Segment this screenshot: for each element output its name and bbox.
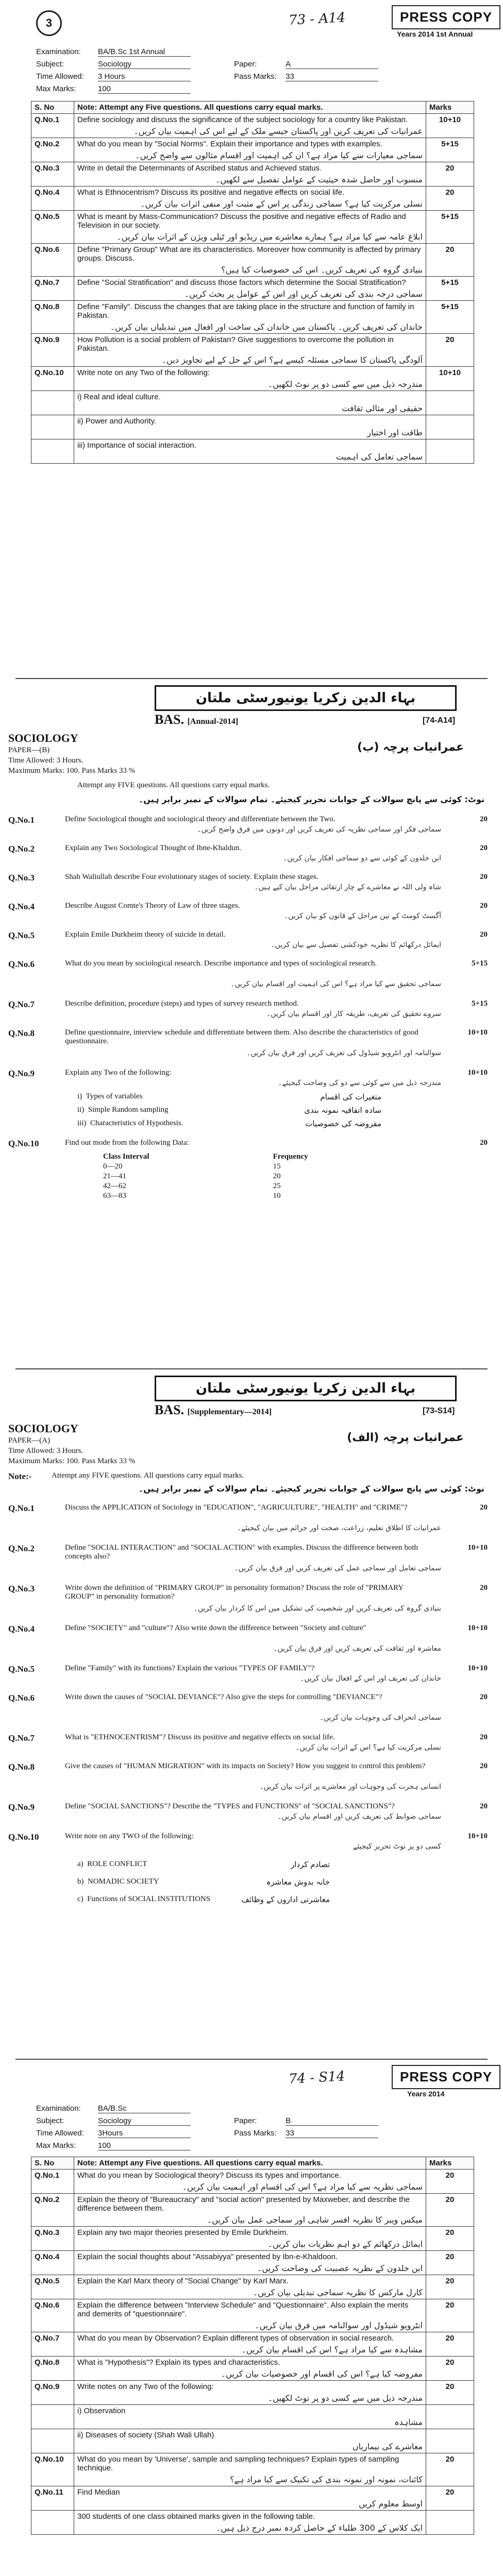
- university-banner: بہاء الدین زکریا یونیورسٹی ملتان: [155, 1376, 457, 1401]
- time-meta-row: Time Allowed: 3 Hours Pass Marks: 33: [36, 72, 378, 81]
- question-item: Q.No.5 Define "Family" with its functions? Explain the various "TYPES OF FAMILY"? 10+10 خاندان کی تعریف اور اس کے افعال بیان کریں۔: [8, 1664, 488, 1683]
- bas-title: BAS. [Annual-2014]: [155, 712, 239, 727]
- question-item: Q.No.5 Explain Emile Durkheim theory of suicide in detail. 20 ایمائل درکھائم کا نظریہ خودکشی تفصیل سے بیان کریں۔: [8, 930, 488, 949]
- note-urdu: نوٹ: کوئی سے پانچ سوالات کے جوابات تحریر کیجیئے۔ تمام سوالات کے نمبر برابر ہیں۔: [138, 1484, 484, 1494]
- question-item: Q.No.3 Write down the definition of "PRIMARY GROUP" in personality formation? Discuss the role of "PRIMARY GROUP" in personality formation? 20 بنیادی گروہ کی تعریف کریں اور شخصیت کی تشکیل میں اس کا کردار بیان کریں۔: [8, 1584, 488, 1613]
- sub-item: iii) Characteristics of Hypothesis.: [77, 1119, 183, 1127]
- table-row: i) Real and ideal culture. حقیقی اور مثالی ثقافت: [31, 391, 474, 415]
- table-row: Q.No.8 Define "Family". Discuss the changes that are taking place in the structure and function of family in Pakistan. خاندان کی تعریف کریں۔ پاکستان میں خاندان کی ساخت اور افعال میں تبدیلیاں بیان کریں۔ 5+15: [31, 301, 474, 334]
- sno-header: S. No: [31, 101, 74, 114]
- table-row: ii) Diseases of society (Shah Wali Ullah) معاشرے کی بیماریاں: [31, 2429, 474, 2453]
- press-copy-stamp: PRESS COPY: [392, 5, 500, 29]
- urdu-subject-title: عمرانیات پرچہ (ب): [357, 741, 464, 754]
- paper-4-supplementary-b: [0, 2061, 503, 2576]
- table-row: Q.No.2 Explain the theory of "Bureaucracy" and "social action" presented by Maxweber, and describe the difference between them. میکس ویبر کا نظریہ افسر شاہی اور سماجی عمل بیان کریں۔ 20: [31, 2194, 474, 2227]
- exam-meta-row: Examination: BA/B.Sc: [36, 2104, 191, 2113]
- question-item: Q.No.1 Discuss the APPLICATION of Sociology in "EDUCATION", "AGRICULTURE", "HEALTH" and "CRIME"? 20 عمرانیات کا اطلاق تعلیم، زراعت، صحت اور جرائم میں بیان کیجیئے۔: [8, 1503, 488, 1532]
- handwritten-code: 73 - A14: [288, 10, 346, 28]
- table-header-row: [31, 2157, 474, 2170]
- paper-code: [74-A14]: [423, 716, 456, 725]
- note-header: Note: Attempt any Five questions. All questions carry equal marks.: [74, 101, 426, 114]
- sub-item: b) NOMADIC SOCIETY: [77, 1877, 159, 1886]
- time-meta-row: Time Allowed: 3Hours Pass Marks: 33: [36, 2129, 378, 2138]
- marks-header: Marks: [426, 2157, 474, 2170]
- time-allowed: Time Allowed: 3 Hours.: [8, 756, 83, 765]
- table-row: Q.No.7 What do you mean by Observation? Explain different types of observation in social research. مشاہدہ سے کیا مراد ہے؟ اس کی اقسام بیان کریں۔ 20: [31, 2332, 474, 2357]
- sno-header: S. No: [31, 2157, 74, 2170]
- bas-title: BAS. [Supplementary—2014]: [155, 1402, 272, 1417]
- frequency-table: [98, 1152, 313, 1201]
- table-row: Q.No.4 Explain the social thoughts about "Assabiyya" presented by Ibn-e-Khaldoon. ابن خلدون کے نظریہ عصبیت کی وضاحت کریں۔ 20: [31, 2251, 474, 2275]
- sub-item-urdu: خانہ بدوش معاشرہ: [266, 1877, 330, 1887]
- subject-meta-row: Subject: Sociology Paper: B: [36, 2116, 378, 2126]
- question-item: Q.No.9 Explain any Two of the following: 10+10 مندرجہ ذیل میں سے کوئی سے دو کی وضاحت کیجیئے۔: [8, 1069, 488, 1087]
- max-marks-meta-row: Max Marks: 100: [36, 2141, 191, 2150]
- sub-item: ii) Simple Random sampling: [77, 1106, 169, 1114]
- table-row: Q.No.1 Define sociology and discuss the significance of the subject sociology for a country like Pakistan. عمرانیات کی تعریف کریں اور پاکستان جیسے ملک کے لیے اس کی اہمیت بیان کریں۔ 10+10: [31, 114, 474, 138]
- table-row: Q.No.5 What is meant by Mass-Communication? Discuss the positive and negative effects of Radio and Television in our society. ابلاغ عامہ سے کیا مراد ہے؟ ہمارے معاشرے میں ریڈیو اور ٹیلی ویژن کے اثرات بیان کریں۔ 5+15: [31, 211, 474, 244]
- table-row: 42—62 25: [103, 1182, 281, 1190]
- table-row: Q.No.3 Explain any two major theories presented by Emile Durkheim. ایمائل درکھائم کے دو اہم نظریات بیان کریں۔ 20: [31, 2227, 474, 2251]
- handwritten-code: 74 - S14: [288, 2069, 346, 2087]
- table-row: Q.No.1 What do you mean by Sociological theory? Discuss its types and importance. سماجی نظریہ سے کیا مراد ہے؟ اس کی اقسام اور اہمیت بیان کریں۔ 20: [31, 2170, 474, 2194]
- table-row: 63—83 10: [103, 1192, 281, 1200]
- table-row: Q.No.4 What is Ethnocentrism? Discuss its positive and negative effects on social life. نسلی مرکزیت کیا ہے؟ سماجی زندگی پر اس کے مثبت اور منفی اثرات بیان کریں۔ 20: [31, 187, 474, 211]
- question-item: Q.No.4 Define "SOCIETY" and "culture"? Also write down the difference between "Society and culture" 10+10 معاشرہ اور ثقافت کی تعریف کریں اور فرق بیان کریں۔: [8, 1624, 488, 1653]
- question-item: Q.No.2 Explain any Two Sociological Thought of Ibne-Khaldun. 20 ابن خلدون کے کوئی سے دو سماجی افکار بیان کریں۔: [8, 844, 488, 862]
- question-item: Q.No.9 Define "SOCIAL SANCTIONS"? Describe the "TYPES and FUNCTIONS" of "SOCIAL SANCTIONS"? 20 سماجی ضوابط کی تعریف کریں اور اقسام بیان کریں۔: [8, 1802, 488, 1821]
- sub-item: a) ROLE CONFLICT: [77, 1860, 147, 1868]
- sub-item-urdu: تصادم کردار: [291, 1860, 330, 1869]
- question-item: Q.No.7 Describe definition, procedure (steps) and types of survey research method. 5+15 سروے تحقیق کی تعریف، طریقہ کار اور اقسام بیان کریں۔: [8, 999, 488, 1018]
- question-item: Q.No.6 Write down the causes of "SOCIAL DEVIANCE"? Also give the steps for controlling "DEVIANCE"? 20 سماجی انحراف کی وجوہات بیان کریں۔: [8, 1693, 488, 1722]
- paper-label: PAPER—(A): [8, 1436, 51, 1445]
- note-english: Attempt any FIVE questions. All questions carry equal marks.: [52, 1471, 244, 1480]
- years-label: Years 2014: [407, 2090, 445, 2098]
- years-label: Years 2014 1st Annual: [397, 30, 473, 38]
- question-table: [31, 101, 474, 464]
- question-item: Q.No.10 Find out mode from the following Data: 20: [8, 1139, 488, 1148]
- page-number-badge: 3: [36, 10, 62, 36]
- table-header-row: Class Interval Frequency: [103, 1153, 308, 1161]
- sub-item-urdu: متغیرات کی اقسام: [320, 1092, 381, 1101]
- table-row: Q.No.6 Define "Primary Group" What are its characteristics. Moreover how community is affected by primary groups. Discuss. بنیادی گروہ کی تعریف کریں۔ اس کی خصوصیات کیا ہیں؟ 20: [31, 244, 474, 277]
- question-item: Q.No.6 What do you mean by sociological research. Describe importance and types of sociological research. 5+15 سماجی تحقیق سے کیا مراد ہے؟ اس کی اہمیت اور اقسام بیان کریں۔: [8, 959, 488, 988]
- paper-1-annual-a: [0, 0, 503, 680]
- university-banner: بہاء الدین زکریا یونیورسٹی ملتان: [155, 685, 457, 711]
- note-urdu: نوٹ: کوئی سے پانچ سوالات کے جوابات تحریر کیجیئے۔ تمام سوالات کے نمبر برابر ہیں۔: [138, 794, 484, 804]
- question-item: Q.No.7 What is "ETHNOCENTRISM"? Discuss its positive and negative effects on social life. 20 نسلی مرکزیت کیا ہے؟ اس کے اثرات بیان کریں۔: [8, 1733, 488, 1752]
- paper-2-annual-b: [0, 680, 503, 1370]
- table-row: Q.No.8 What is "Hypothesis"? Explain its types and characteristics. مفروضہ کیا ہے؟ اس کی اقسام اور خصوصیات بیان کریں۔ 20: [31, 2357, 474, 2381]
- paper-code: [73-S14]: [423, 1406, 455, 1415]
- subject-meta-row: Subject: Sociology Paper: A: [36, 60, 378, 69]
- paper-label: PAPER—(B): [8, 746, 50, 754]
- urdu-subject-title: عمرانیات پرچہ (الف): [347, 1431, 464, 1444]
- subject-title: SOCIOLOGY: [8, 732, 78, 744]
- section-divider: [15, 678, 488, 679]
- table-row: 300 students of one class obtained marks given in the following table. ایک کلاس کے 300 طلباء کے حاصل کردہ نمبر درج ذیل ہیں۔: [31, 2511, 474, 2535]
- question-item: Q.No.8 Define questionnaire, interview schedule and differentiate between them. Also describe the characteristics of good questionnaire. 10+10 سوالنامہ اور انٹرویو شیڈول کی تعریف کریں اور فرق بیان کریں۔: [8, 1028, 488, 1057]
- maximum-marks: Maximum Marks: 100. Pass Marks 33 %: [8, 1457, 136, 1465]
- table-row: Q.No.9 How Pollution is a social problem of Pakistan? Give suggestions to overcome the pollution in Pakistan. آلودگی پاکستان کا سماجی مسئلہ کیسے ہے؟ اس کے حل کے لیے تجاویز دیں۔ 20: [31, 334, 474, 367]
- sub-item-urdu: معاشرتی اداروں کے وظائف: [241, 1895, 330, 1904]
- paper-3-supplementary-a: [0, 1370, 503, 2061]
- table-row: ii) Power and Authority. طاقت اور اختیار: [31, 415, 474, 439]
- question-item: Q.No.2 Define "SOCIAL INTERACTION" and "SOCIAL ACTION" with examples. Discuss the difference between both concepts also? 10+10 سماجی تعامل اور سماجی عمل کی تعریف کریں اور فرق بیان کریں۔: [8, 1544, 488, 1572]
- question-item: Q.No.10 Write note on any TWO of the following: 10+10 کسی دو پر نوٹ تحریر کیجیئے: [8, 1832, 488, 1851]
- sub-item: c) Functions of SOCIAL INSTITUTIONS: [77, 1895, 211, 1903]
- table-row: iii) Importance of social interaction. سماجی تعامل کی اہمیت: [31, 439, 474, 464]
- marks-header: Marks: [426, 101, 474, 114]
- table-row: 0—20 15: [103, 1162, 281, 1171]
- question-item: Q.No.8 Give the causes of "HUMAN MIGRATION" with its impacts on Society? How you suggest to control this problem? 20 انسانی ہجرت کی وجوہات اور معاشرے پر اثرات بیان کریں۔: [8, 1762, 488, 1791]
- time-allowed: Time Allowed: 3 Hours.: [8, 1447, 83, 1455]
- table-row: Q.No.3 Write in detail the Determinants of Ascribed status and Achieved status. منسوب اور حاصل شدہ حیثیت کے عوامل تفصیل سے لکھیں۔ 20: [31, 162, 474, 187]
- table-row: Q.No.11 Find Median اوسط معلوم کریں 20: [31, 2486, 474, 2511]
- table-header-row: [31, 101, 474, 114]
- sub-item-urdu: سادہ اتفاقیہ نمونہ بندی: [304, 1106, 381, 1115]
- table-row: Q.No.10 What do you mean by 'Universe', sample and sampling techniques? Explain types of sampling technique. کائنات، نمونہ اور نمونہ بندی کی تکنیک سے کیا مراد ہے؟ 20: [31, 2453, 474, 2486]
- note-english: Attempt any FIVE questions. All questions carry equal marks.: [77, 781, 270, 789]
- note-label: Note:-: [8, 1471, 32, 1481]
- note-header: Note: Attempt any Five questions. All questions carry equal marks.: [74, 2157, 426, 2170]
- section-divider: [15, 1368, 488, 1369]
- maximum-marks: Maximum Marks: 100. Pass Marks 33 %: [8, 767, 136, 775]
- table-row: i) Observation مشاہدہ: [31, 2405, 474, 2429]
- table-row: Q.No.10 Write note on any Two of the following: مندرجہ ذیل میں سے کسی دو پر نوٹ لکھیں۔ 10+10: [31, 367, 474, 391]
- sub-item-urdu: مفروضہ کی خصوصیات: [305, 1119, 381, 1128]
- exam-meta-row: Examination: BA/B.Sc 1st Annual: [36, 47, 191, 57]
- subject-title: SOCIOLOGY: [8, 1422, 78, 1435]
- question-item: Q.No.4 Describe August Comte's Theory of Law of three stages. 20 آگسٹ کومٹ کے تین مراحل کے قانون کو بیان کریں۔: [8, 902, 488, 920]
- press-copy-stamp: PRESS COPY: [392, 2065, 500, 2089]
- max-marks-meta-row: Max Marks: 100: [36, 84, 191, 94]
- sub-item: i) Types of variables: [77, 1092, 143, 1100]
- question-item: Q.No.3 Shah Waliullah describe Four evolutionary stages of society. Explain these stages. 20 شاہ ولی اللہ نے معاشرے کے چار ارتقائی مراحل بیان کیے ہیں۔: [8, 873, 488, 891]
- table-row: Q.No.9 Write notes on any Two of the following: مندرجہ ذیل میں سے کسی دو پر نوٹ لکھیں۔ 20: [31, 2381, 474, 2405]
- table-row: 21—41 20: [103, 1172, 281, 1180]
- question-item: Q.No.1 Define Sociological thought and sociological theory and differentiate between the Two. 20 سماجی فکر اور سماجی نظریہ کی تعریف کریں اور دونوں میں فرق واضح کریں۔: [8, 815, 488, 834]
- question-table: [31, 2157, 474, 2535]
- table-row: Q.No.6 Explain the difference between "Interview Schedule" and "Questionnaire". Also explain the merits and demerits of "questionnaire". انٹرویو شیڈول اور سوالنامہ میں فرق بیان کریں۔ 20: [31, 2299, 474, 2332]
- table-row: Q.No.2 What do you mean by "Social Norms". Explain their importance and types with examples. سماجی معیارات سے کیا مراد ہے؟ ان کی اہمیت اور اقسام مثالوں سے واضح کریں۔ 5+15: [31, 138, 474, 162]
- table-row: Q.No.7 Define "Social Stratification" and discuss those factors which determine the Social Stratification? سماجی درجہ بندی کی تعریف کریں اور اس کے عوامل پر بحث کریں۔ 5+15: [31, 277, 474, 301]
- section-divider: [15, 2059, 488, 2060]
- table-row: Q.No.5 Explain the Karl Marx theory of "Social Change" by Karl Marx. کارل مارکس کا نظریہ سماجی تبدیلی بیان کریں۔ 20: [31, 2275, 474, 2299]
